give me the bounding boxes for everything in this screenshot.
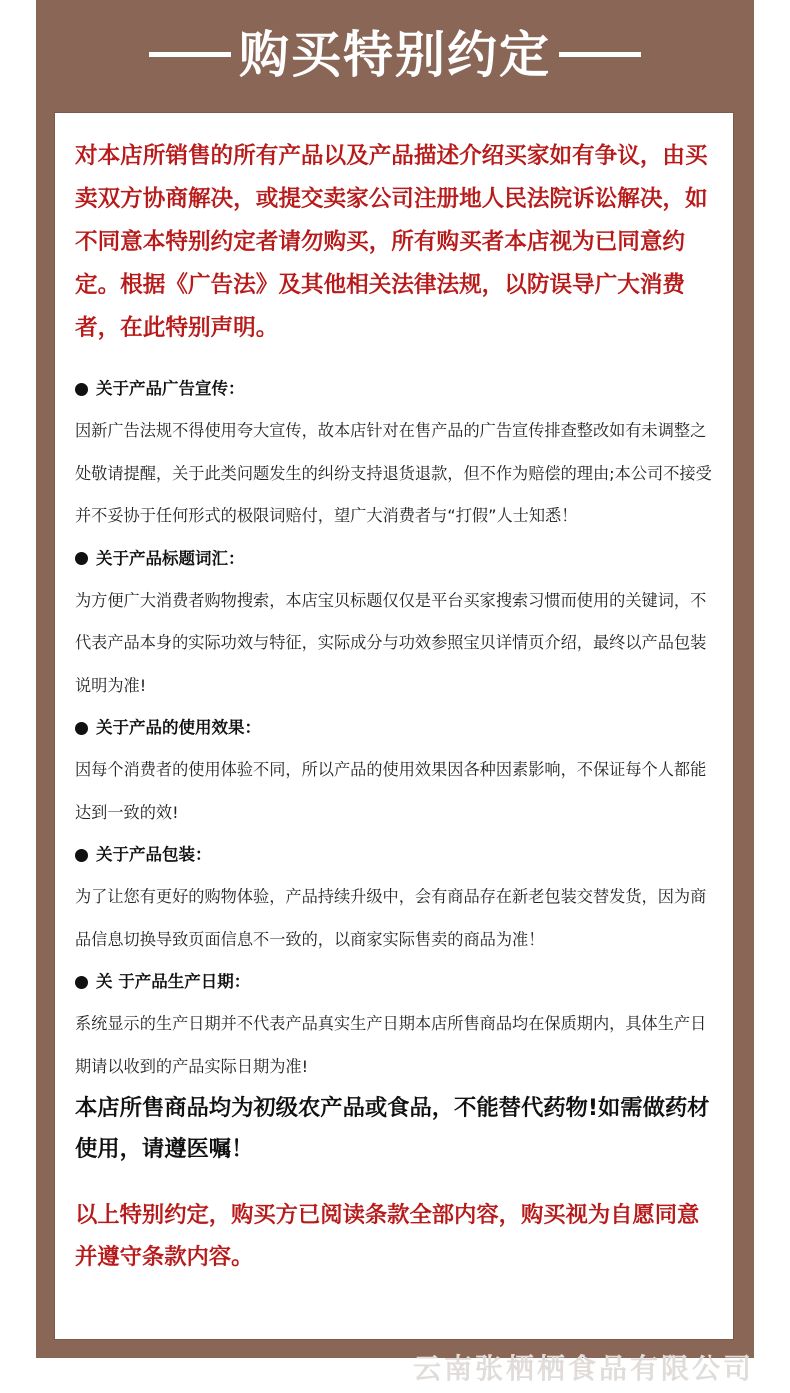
section-heading — [75, 834, 720, 876]
intro-statement: 对本店所销售的所有产品以及产品描述介绍买家如有争议，由买卖双方协商解决，或提交卖家公司注册地人民法院诉讼解决，如不同意本特别约定者请勿购买，所有购买者本店视为已同意约定。根据《广告法》及其他相关法律法规，以防误导广大消费者，在此特别声明。 — [75, 143, 708, 341]
company-watermark — [354, 1352, 754, 1385]
section-heading — [75, 707, 720, 749]
section-heading-text: 关于产品的使用效果： — [96, 718, 261, 737]
bullet-icon — [75, 976, 88, 989]
closing-statement: 以上特别约定，购买方已阅读条款全部内容，购买视为自愿同意并遵守条款内容。 — [75, 1202, 700, 1270]
medical-notice: 本店所售商品均为初级农产品或食品，不能替代药物!如需做药材使用，请遵医嘱！ — [75, 1095, 710, 1162]
section-usage-effect — [75, 707, 720, 834]
section-body: 为了让您有更好的购物体验，产品持续升级中，会有商品存在新老包装交替发货，因为商品信息切换导致页面信息不一致的，以商家实际售卖的商品为准！ — [75, 887, 707, 949]
section-heading — [75, 368, 720, 410]
section-title-keywords — [75, 538, 720, 708]
section-body: 为方便广大消费者购物搜索，本店宝贝标题仅仅是平台买家搜索习惯而使用的关键词，不代表产品本身的实际功效与特征，实际成分与功效参照宝贝详情页介绍，最终以产品包装说明为准! — [75, 590, 707, 695]
section-body: 系统显示的生产日期并不代表产品真实生产日期本店所售商品均在保质期内，具体生产日期请以收到的产品实际日期为准! — [75, 1014, 707, 1076]
title-dash-left — [149, 52, 231, 57]
section-body: 因新广告法规不得使用夸大宣传，故本店针对在售产品的广告宣传排查整改如有未调整之处敬请提醒，关于此类问题发生的纠纷支持退货退款，但不作为赔偿的理由;本公司不接受并不妥协于任何形式的极限词赔付，望广大消费者与“打假”人士知悉！ — [75, 421, 712, 525]
bullet-icon — [75, 722, 88, 735]
page-title: 购买特别约定 — [239, 26, 551, 84]
brown-frame — [36, 0, 754, 1358]
bullet-icon — [75, 383, 88, 396]
section-body: 因每个消费者的使用体验不同，所以产品的使用效果因各种因素影响，不保证每个人都能达到一致的效! — [75, 760, 707, 822]
section-heading — [75, 538, 720, 580]
bullet-icon — [75, 552, 88, 565]
section-production-date — [75, 961, 720, 1088]
section-packaging — [75, 834, 720, 961]
section-heading-text: 关 于产品生产日期： — [96, 972, 251, 991]
section-advertising — [75, 368, 720, 538]
terms-panel — [54, 112, 734, 1340]
terms-content — [75, 135, 720, 1278]
section-heading-text: 关于产品广告宣传： — [96, 379, 245, 398]
section-heading — [75, 961, 720, 1003]
watermark-text: 云南张栖栖食品有限公司 — [412, 1352, 754, 1385]
title-dash-right — [559, 52, 641, 57]
section-heading-text: 关于产品包装： — [96, 845, 212, 864]
section-heading-text: 关于产品标题词汇： — [96, 548, 245, 568]
title-bar — [36, 0, 754, 102]
bullet-icon — [75, 849, 88, 862]
